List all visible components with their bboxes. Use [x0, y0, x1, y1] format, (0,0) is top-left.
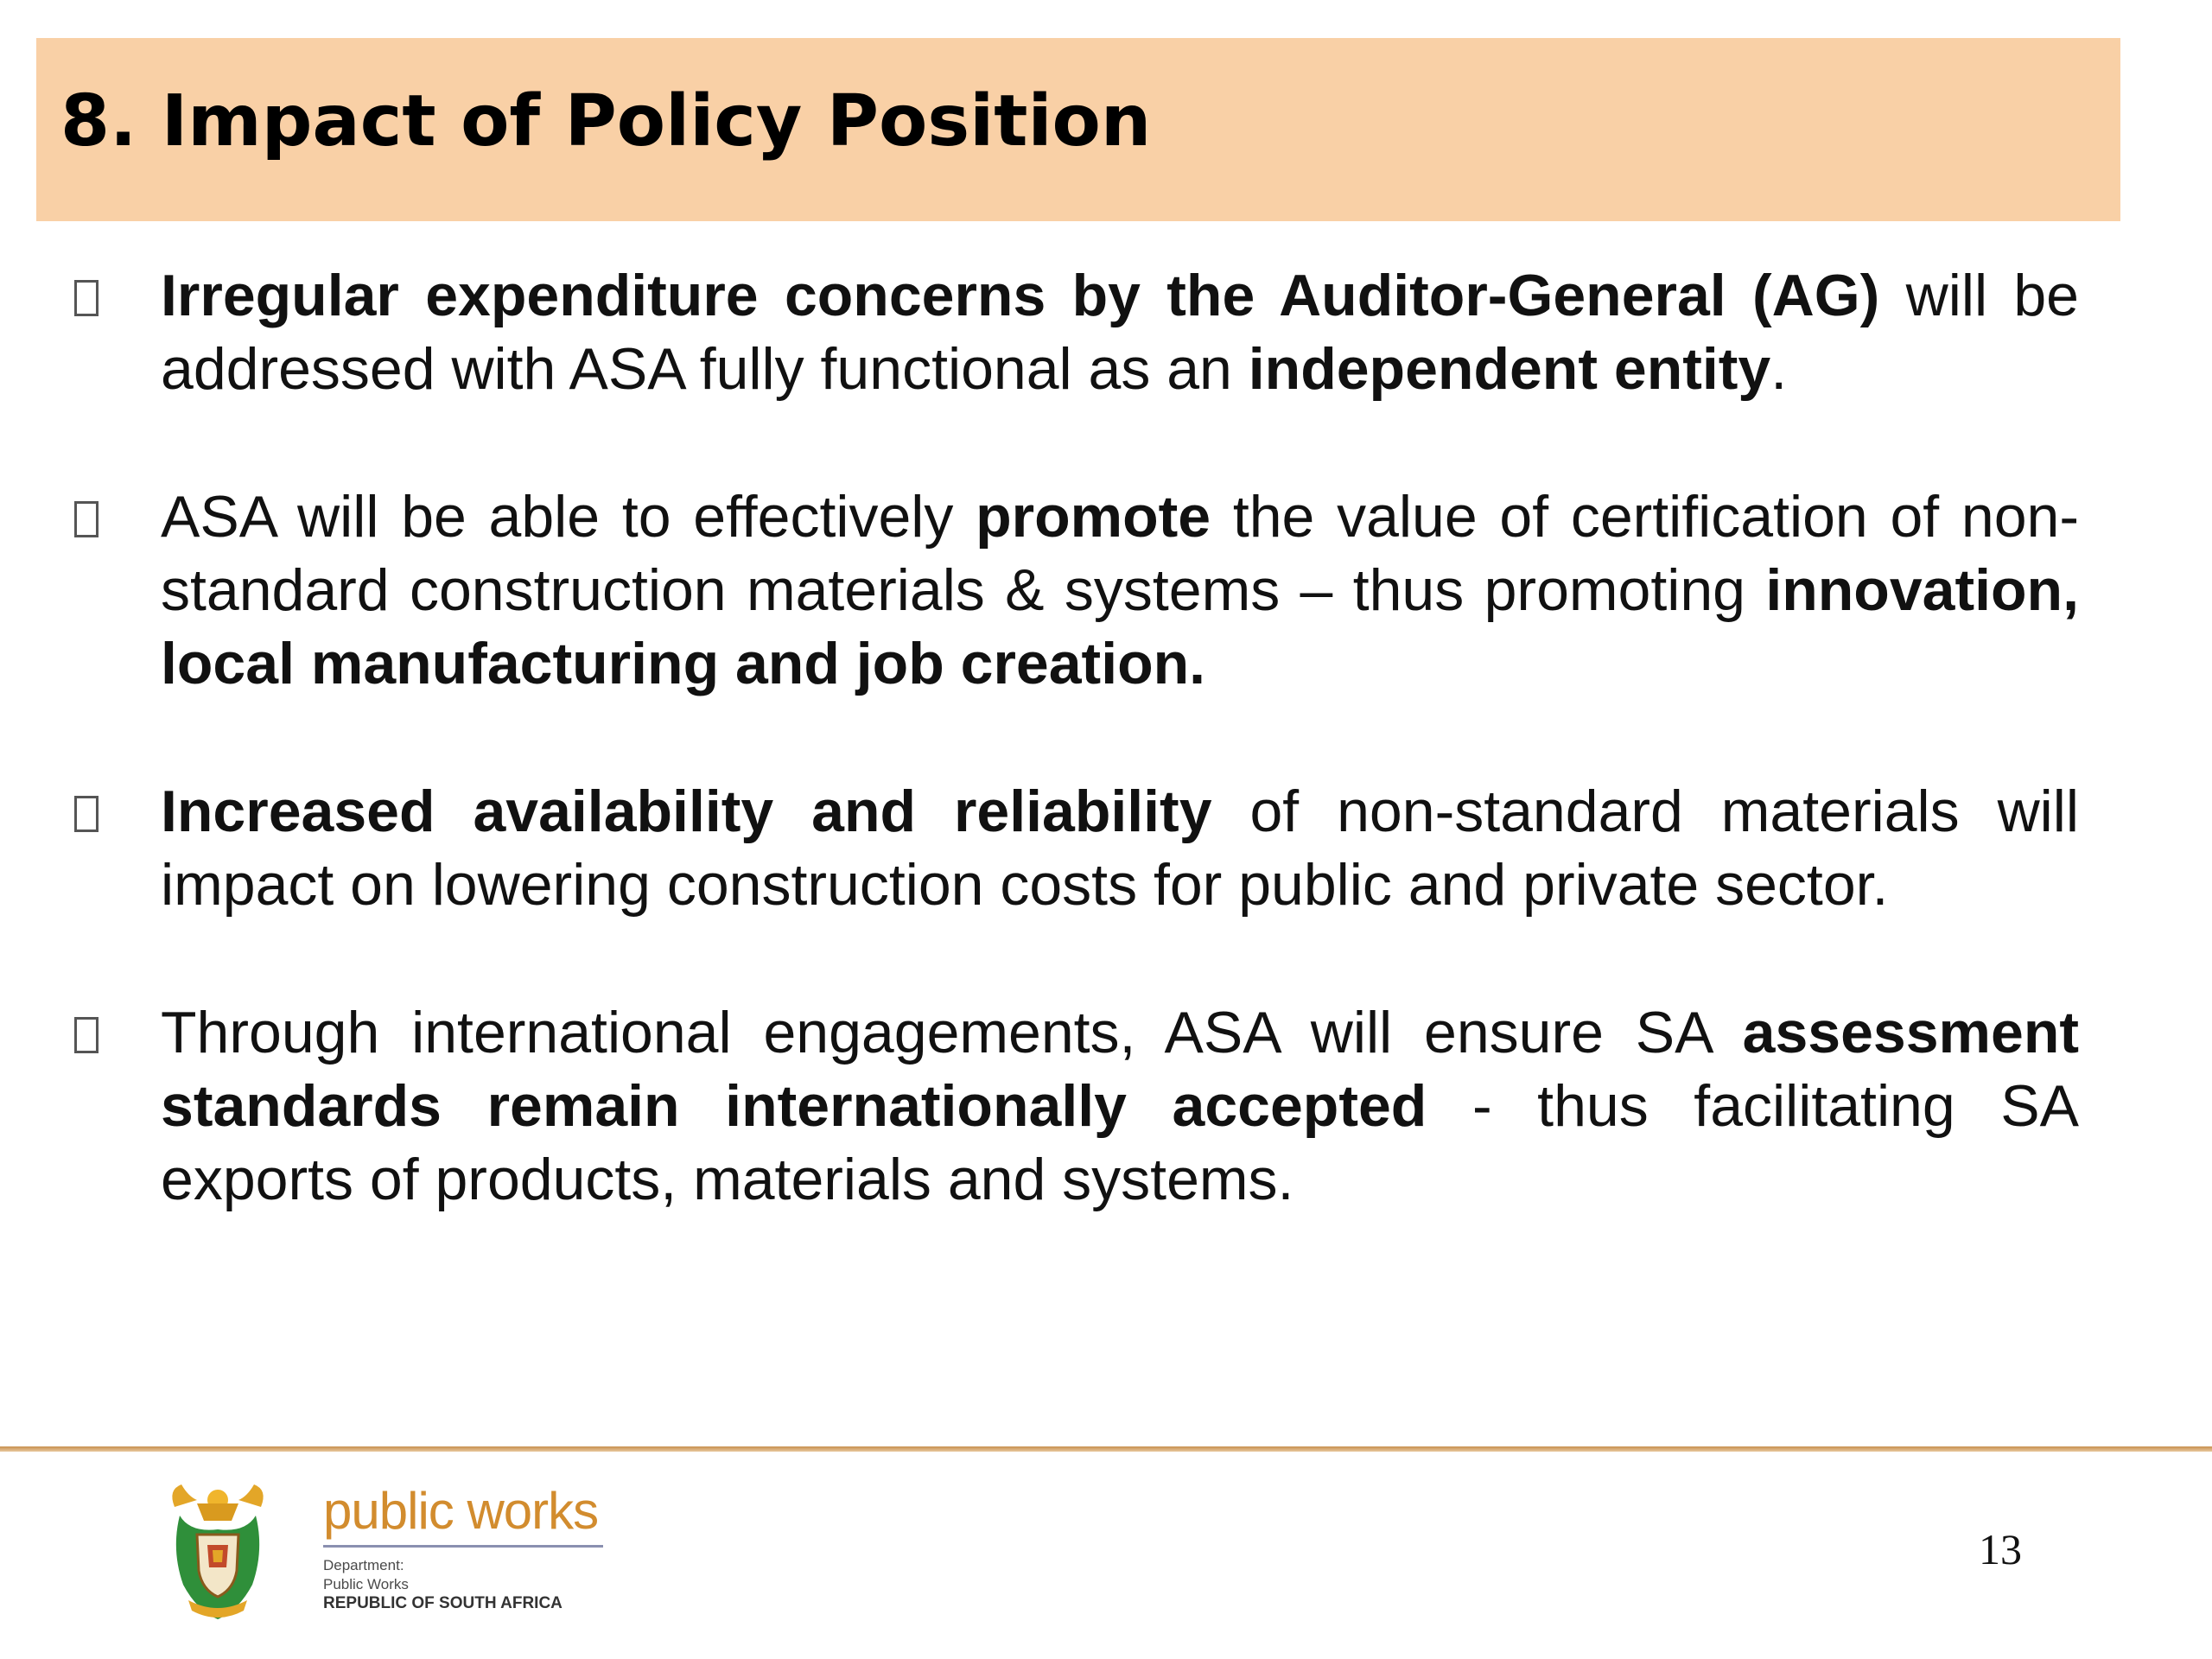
bullet-item [74, 775, 2079, 922]
bullet-segment: will be addressed with ASA fully functional as an [161, 263, 2079, 402]
bullet-item [74, 996, 2079, 1217]
bullet-item [74, 480, 2079, 701]
bullet-text [161, 480, 2079, 701]
bullet-text [161, 996, 2079, 1217]
logo-line-republic: REPUBLIC OF SOUTH AFRICA [323, 1594, 563, 1612]
bullet-segment: - thus facilitating SA exports of products, materials and systems. [161, 1073, 2080, 1212]
bullet-segment: ASA will be able to effectively [161, 484, 976, 550]
bullet-box-icon [74, 796, 99, 832]
bullet-text [161, 775, 2079, 922]
coat-of-arms-icon [162, 1481, 273, 1626]
slide-footer [0, 1452, 2212, 1659]
slide-title: 8. Impact of Policy Position [60, 80, 1152, 162]
bullet-segment: the value of certification of non-standard construction materials & systems – thus promoting [161, 484, 2079, 623]
logo-line-department: Department: [323, 1557, 404, 1573]
bullet-segment: of non-standard materials will impact on lowering construction costs for public and private sector. [161, 779, 2080, 918]
bullet-segment: Through international engagements, ASA will ensure SA [161, 1000, 1743, 1065]
bullet-bold-segment: promote [976, 484, 1211, 550]
logo-line-public-works: Public Works [323, 1576, 409, 1592]
bullet-bold-segment: innovation, local manufacturing and job creation. [161, 557, 2079, 696]
bullet-segment: . [1770, 336, 1788, 402]
bullet-item [74, 259, 2079, 406]
bullet-bold-segment: independent entity [1248, 336, 1771, 402]
page-number: 13 [1979, 1525, 2022, 1573]
bullet-box-icon [74, 501, 99, 537]
logo-name: public works [323, 1482, 599, 1540]
bullet-bold-segment: Irregular expenditure concerns by the Auditor-General (AG) [161, 263, 1880, 328]
bullet-text [161, 259, 2079, 406]
bullet-box-icon [74, 1017, 99, 1053]
bullet-box-icon [74, 280, 99, 316]
department-logo [323, 1483, 608, 1613]
bullet-bold-segment: assessment standards remain internationally accepted [161, 1000, 2079, 1139]
bullet-list [74, 259, 2079, 1291]
title-band [36, 38, 2120, 221]
logo-divider [323, 1545, 603, 1548]
bullet-bold-segment: Increased availability and reliability [161, 779, 1212, 844]
